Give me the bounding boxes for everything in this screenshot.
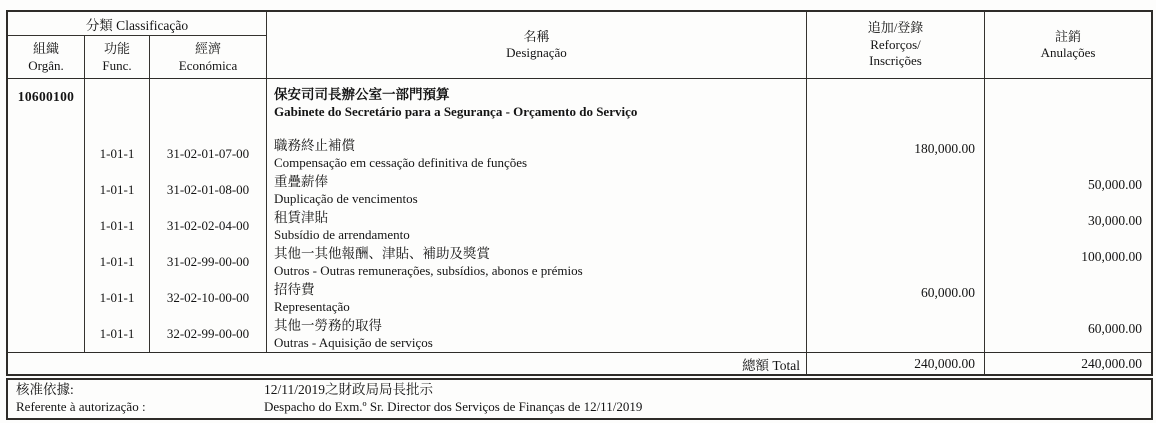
total-anulacoes: 240,000.00 [1081, 355, 1142, 371]
budget-table [6, 10, 1153, 376]
empty-cell [8, 316, 85, 352]
designation-pt: Subsídio de arrendamento [274, 226, 410, 242]
designation-cell [267, 208, 807, 244]
designation-pt: Duplicação de vencimentos [274, 190, 418, 206]
empty-cell [8, 244, 85, 280]
authorization-footer [6, 378, 1153, 420]
designation-zh: 職務終止補償 [274, 138, 355, 153]
designation-zh: 重疊薪俸 [274, 174, 328, 189]
reforcos-amount [807, 208, 985, 244]
designation-zh: 租賃津貼 [274, 210, 328, 225]
reforcos-amount: 180,000.00 [807, 136, 985, 172]
econ-code: 32-02-99-00-00 [150, 316, 267, 352]
econ-code: 31-02-01-08-00 [150, 172, 267, 208]
service-title-zh: 保安司司長辦公室一部門預算 [274, 87, 450, 102]
authorization-label-zh: 核准依據: [16, 382, 74, 397]
authorization-value-zh: 12/11/2019之財政局局長批示 [264, 382, 434, 397]
func-code: 1-01-1 [85, 244, 150, 280]
func-code: 1-01-1 [85, 172, 150, 208]
econ-code: 31-02-99-00-00 [150, 244, 267, 280]
empty-cell [8, 208, 85, 244]
column-header-reforcos: 追加/登錄 Reforços/ Inscrições [807, 12, 985, 78]
classification-header: 分類 Classificação [8, 12, 266, 36]
column-header-anulacoes: 註銷 Anulações [1040, 28, 1096, 60]
reforcos-amount: 60,000.00 [807, 280, 985, 316]
econ-code: 31-02-01-07-00 [150, 136, 267, 172]
designation-cell [267, 172, 807, 208]
empty-cell [985, 79, 1151, 136]
designation-pt: Outras - Aquisição de serviços [274, 334, 433, 350]
anulacoes-amount: 100,000.00 [1081, 249, 1142, 264]
authorization-label-pt: Referente à autorização : [16, 398, 146, 414]
designation-cell [267, 244, 807, 280]
designation-pt: Outros - Outras remunerações, subsídios, abonos e prémios [274, 262, 583, 278]
table-body [8, 79, 1151, 353]
reforcos-amount [807, 316, 985, 352]
designation-cell [267, 316, 807, 352]
econ-code: 32-02-10-00-00 [150, 280, 267, 316]
designation-cell [267, 280, 807, 316]
column-header-economica: 經濟 Económica [178, 41, 238, 73]
total-label: 總額 Total [8, 353, 807, 374]
designation-zh: 其他一其他報酬、津貼、補助及獎賞 [274, 246, 490, 261]
column-header-orgao: 組織 Orgân. [8, 36, 85, 78]
empty-cell [8, 172, 85, 208]
designation-pt: Compensação em cessação definitiva de funções [274, 154, 528, 170]
service-title-pt: Gabinete do Secretário para a Segurança - Orçamento do Serviço [274, 103, 638, 119]
func-code: 1-01-1 [85, 136, 150, 172]
anulacoes-amount [985, 136, 1151, 172]
empty-cell [8, 136, 85, 172]
total-row [8, 353, 1151, 374]
designation-pt: Representação [274, 298, 350, 314]
reforcos-amount [807, 172, 985, 208]
column-header-funcao: 功能 Func. [85, 36, 150, 78]
anulacoes-amount: 50,000.00 [1088, 177, 1142, 192]
anulacoes-amount [985, 280, 1151, 316]
econ-code: 31-02-02-04-00 [150, 208, 267, 244]
table-header [8, 12, 1151, 79]
func-code: 1-01-1 [85, 208, 150, 244]
authorization-value-pt: Despacho do Exm.º Sr. Director dos Serviços de Finanças de 12/11/2019 [264, 398, 643, 414]
designation-zh: 招待費 [274, 282, 315, 297]
func-code: 1-01-1 [85, 280, 150, 316]
classification-header-group [8, 12, 267, 78]
column-header-designacao: 名稱 Designação [267, 12, 807, 78]
org-code: 10600100 [8, 79, 85, 136]
anulacoes-amount: 30,000.00 [1088, 213, 1142, 228]
func-code: 1-01-1 [85, 316, 150, 352]
empty-cell [85, 79, 150, 136]
empty-cell [807, 79, 985, 136]
anulacoes-amount: 60,000.00 [1088, 321, 1142, 336]
empty-cell [150, 79, 267, 136]
service-title-cell [267, 79, 807, 136]
total-reforcos: 240,000.00 [807, 353, 985, 374]
designation-zh: 其他一勞務的取得 [274, 318, 382, 333]
empty-cell [8, 280, 85, 316]
reforcos-amount [807, 244, 985, 280]
designation-cell [267, 136, 807, 172]
